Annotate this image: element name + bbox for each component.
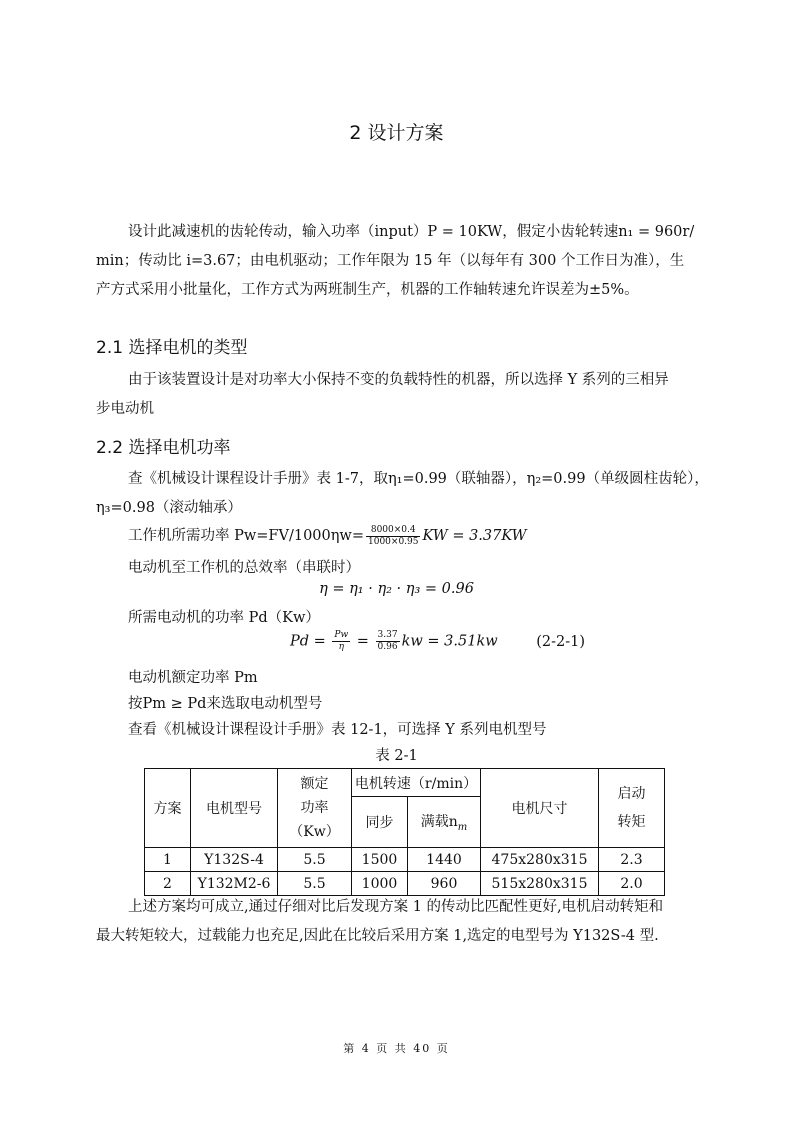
cell-torque: 2.0 [599,872,665,896]
pd-value-numerator: 3.37 [377,630,398,640]
header-sync-speed: 同步 [352,797,408,848]
table-row [145,848,665,872]
work-power-denominator: 1000×0.95 [368,536,419,547]
cell-full: 960 [408,872,481,896]
lookup-text: 查看《机械设计课程设计手册》表 12-1，可选择 Y 系列电机型号 [128,722,547,738]
pd-equals: = [356,633,369,650]
header-motor-speed: 电机转速（r/min） [352,769,481,797]
work-power-formula [128,524,527,548]
cell-scheme: 1 [145,848,191,872]
pd-result: kw = 3.51kw [401,633,498,650]
section-2-1-line-2: 步电动机 [96,401,154,417]
work-power-text: 工作机所需功率 Pw=FV/1000ηw= [128,528,364,544]
motor-spec-table [144,768,665,896]
table-header-row-1 [145,769,665,797]
efficiency-paragraph [96,465,721,523]
table-caption: 表 2-1 [375,748,418,764]
header-start-torque [599,769,665,848]
intro-line-3: 产方式采用小批量化，工作方式为两班制生产，机器的工作轴转速允许误差为±5%。 [96,282,639,298]
cell-scheme: 2 [145,872,191,896]
total-efficiency-label: 电动机至工作机的总效率（串联时） [128,560,360,576]
page-title: 2 设计方案 [349,122,444,144]
header-full-load-speed [408,797,481,848]
total-efficiency-formula [0,581,793,597]
cell-sync: 1500 [352,848,408,872]
header-rated-power [278,769,352,848]
cell-model: Y132S-4 [191,848,278,872]
efficiency-line-2: η₃=0.98（滚动轴承） [96,500,242,516]
selection-rule: 按Pm ≥ Pd来选取电动机型号 [128,696,323,712]
efficiency-line-1: 查《机械设计课程设计手册》表 1-7，取η₁=0.99（联轴器），η₂=0.99（单级圆柱齿轮）， [128,471,709,487]
intro-paragraph [96,218,721,305]
header-full-subscript: m [457,821,468,833]
cell-model: Y132M2-6 [191,872,278,896]
section-2-1-line-1: 由于该装置设计是对功率大小保持不变的负载特性的机器，所以选择 Y 系列的三相异 [128,372,669,388]
conclusion-paragraph [96,893,721,951]
work-power-result: KW = 3.37KW [422,528,527,544]
cell-size: 515x280x315 [481,872,599,896]
pd-value-fraction [376,630,400,653]
header-rated-line-1: 额定 [300,776,329,792]
eta-denominator: η [338,642,344,652]
header-start-line-1: 启动 [617,786,646,802]
header-full-label: 满载n [420,814,458,831]
header-model: 电机型号 [191,769,278,848]
cell-size: 475x280x315 [481,848,599,872]
cell-torque: 2.3 [599,848,665,872]
intro-line-2: min；传动比 i=3.67；由电机驱动；工作年限为 15 年（以每年有 300 个工作日为准），生 [96,253,685,269]
header-motor-size: 电机尺寸 [481,769,599,848]
pd-symbol: Pd = [290,633,326,650]
work-power-fraction [366,525,420,548]
work-power-numerator: 8000×0.4 [366,525,420,537]
equation-number: (2-2-1) [536,633,586,650]
cell-power: 5.5 [278,872,352,896]
header-rated-line-3: （Kw） [289,824,340,840]
pw-numerator: Pw [334,630,349,640]
conclusion-line-2: 最大转矩较大，过载能力也充足,因此在比较后采用方案 1,选定的电型号为 Y132S-4 型. [96,928,659,944]
cell-power: 5.5 [278,848,352,872]
section-2-1-heading: 2.1 选择电机的类型 [96,338,248,358]
page-number-footer: 第 4 页 共 40 页 [343,1042,450,1055]
total-efficiency-expression: η = η₁ · η₂ · η₃ = 0.96 [319,581,474,597]
table-row [145,872,665,896]
pd-value-denominator: 0.96 [377,642,398,652]
cell-full: 1440 [408,848,481,872]
rated-power-label: 电动机额定功率 Pm [128,670,258,686]
header-rated-line-2: 功率 [300,800,329,816]
cell-sync: 1000 [352,872,408,896]
required-power-label: 所需电动机的功率 Pd（Kw） [128,610,320,626]
section-2-2-heading: 2.2 选择电机功率 [96,438,231,458]
header-start-line-2: 转矩 [617,814,646,830]
pw-over-eta-fraction [332,630,350,653]
intro-line-1: 设计此减速机的齿轮传动，输入功率（input）P = 10KW，假定小齿轮转速n₁ = 960r/ [128,224,695,240]
header-scheme: 方案 [145,769,191,848]
required-power-formula [290,630,585,653]
conclusion-line-1: 上述方案均可成立,通过仔细对比后发现方案 1 的传动比匹配性更好,电机启动转矩和 [128,899,664,915]
section-2-1-paragraph [96,366,721,424]
